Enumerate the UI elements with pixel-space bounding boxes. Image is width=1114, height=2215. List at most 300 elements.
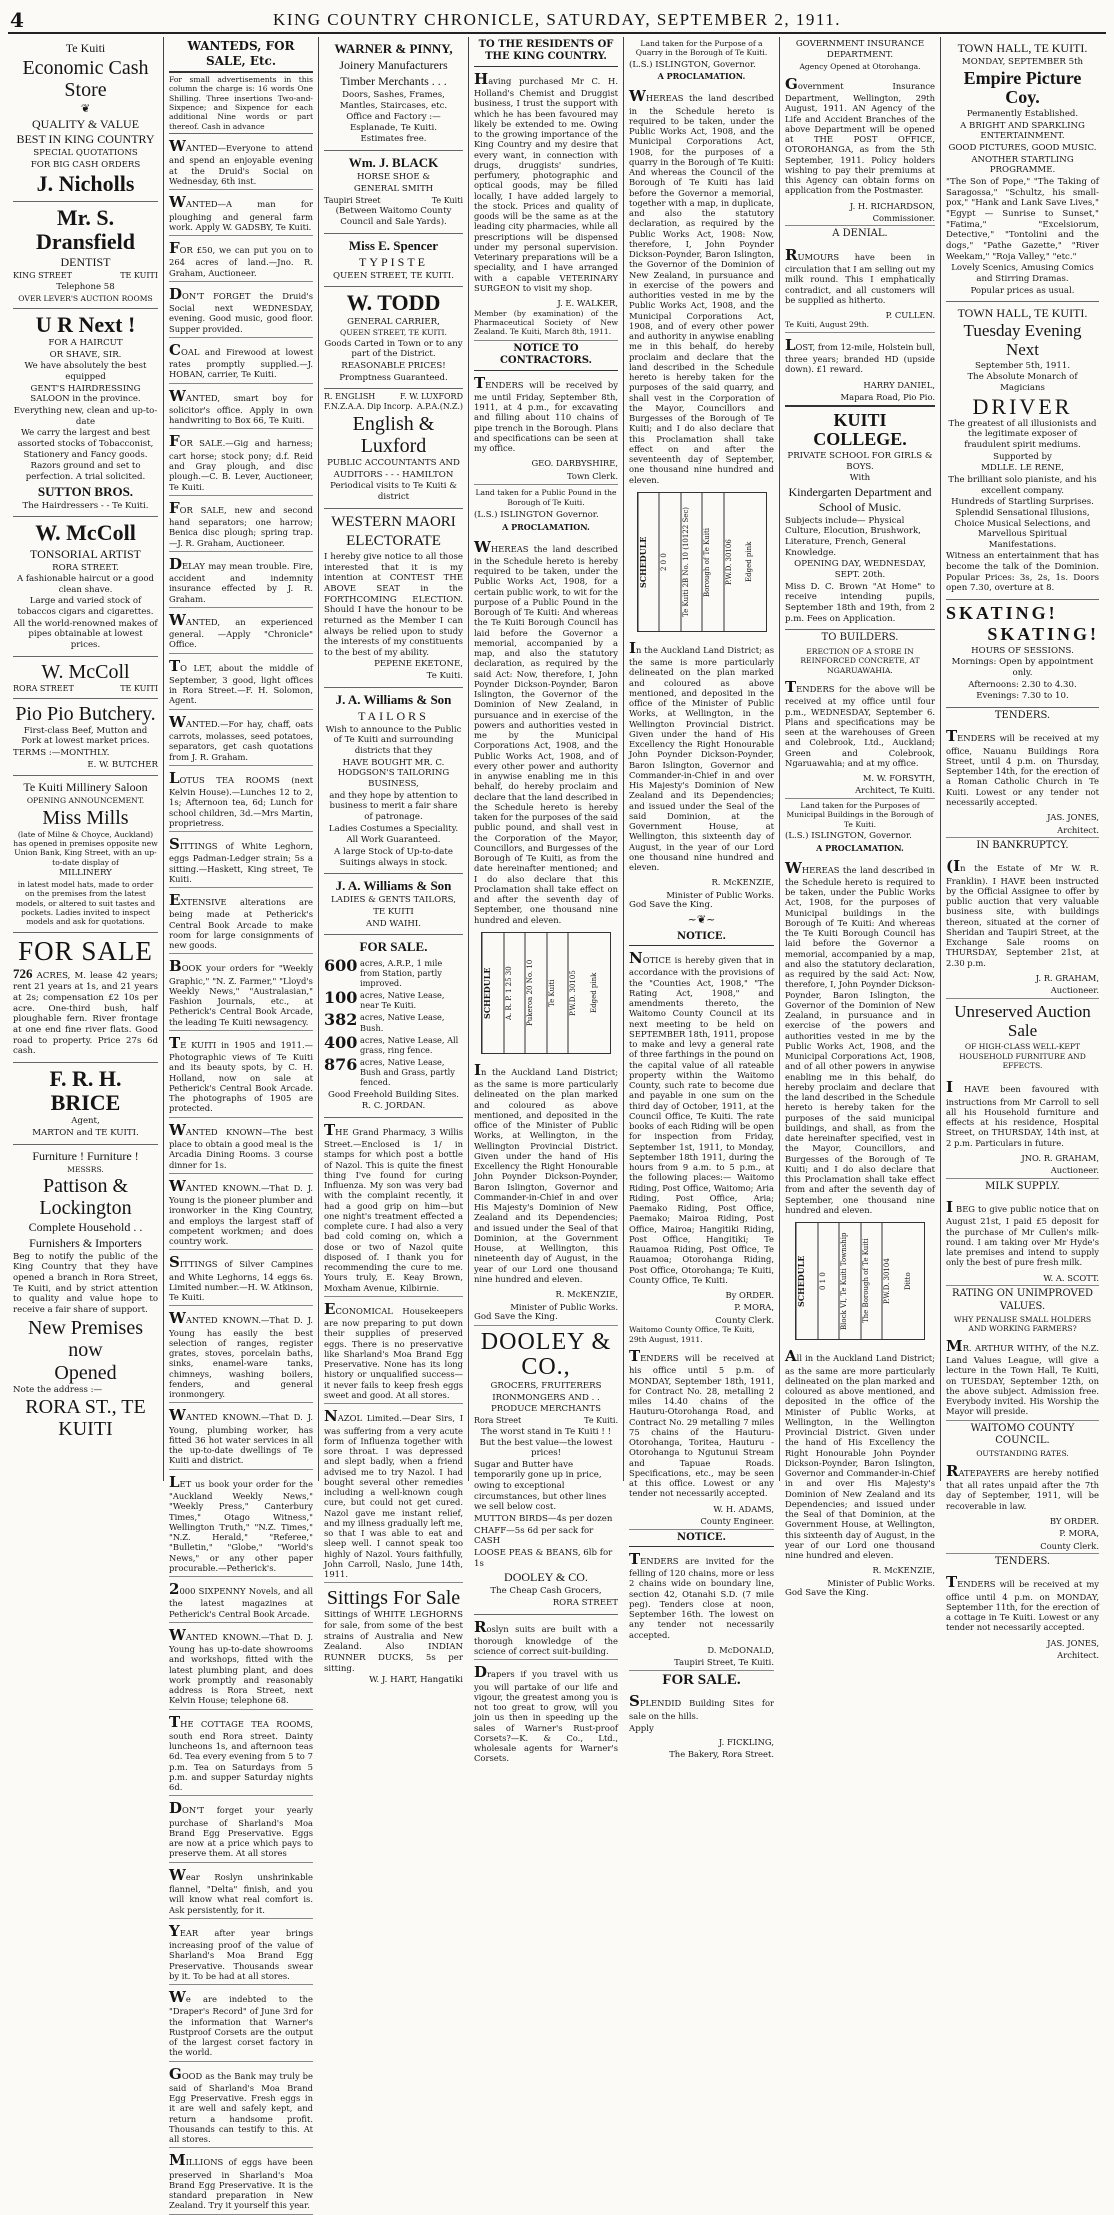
insurance-heading: GOVERNMENT INSURANCE DEPARTMENT. bbox=[795, 39, 925, 60]
dooley-address bbox=[474, 1416, 618, 1426]
milk-signature: W. A. SCOTT. bbox=[946, 1273, 1099, 1286]
pattison-line-2: Furnishers & Importers bbox=[29, 1235, 142, 1250]
classified-item: WANTED, smart boy for solicitor's office. Apply in own handwriting to Box 66, Te Kuiti. bbox=[169, 384, 313, 430]
bankruptcy-signature: J. R. GRAHAM, bbox=[1035, 972, 1099, 983]
land-item bbox=[324, 990, 463, 1010]
college-line-1: PRIVATE SCHOOL FOR GIRLS & BOYS. bbox=[787, 451, 933, 472]
williams-text-2: HAVE BOUGHT MR. C. HODGSON'S TAILORING BUSINESS, bbox=[337, 757, 450, 790]
quarry-schedule-plan: P.W.D. 30106 bbox=[724, 493, 746, 631]
land-item-acres: 400 bbox=[324, 1032, 358, 1052]
rating-heading-1: RATING ON UNIMPROVED VALUES. bbox=[951, 1288, 1094, 1312]
english-qualifications bbox=[324, 402, 463, 412]
waitomo-by-order: BY ORDER. bbox=[1049, 1515, 1099, 1526]
grand-pharmacy-notice: THE Grand Pharmacy, 3 Willis Street.—Enclosed is 1/ in stamps for which post a bottle of Nazol. This is quite the finest thing I've found for curing Influenza. My son was very bad with the complaint recently, it had a good grip on him—but one night's treatment effected a complete cure. I had also a very bad cold coming on, which a dose or two of Nazol quite disposed of. I thank you for recommending the cure to me. Yours truly, E. Keay Brown, Moxham Avenue, Kilbirnie. bbox=[324, 1118, 463, 1297]
english-partner-left: R. ENGLISH bbox=[324, 392, 376, 402]
warner-line-4: Office and Factory :—Esplanade, Te Kuiti. bbox=[346, 112, 441, 133]
western-maori-ad bbox=[324, 509, 463, 688]
premises-heading-2: Opened bbox=[54, 1361, 117, 1384]
dooley-line-4: The worst stand in Te Kuiti ! ! But the best value—the lowest prices! bbox=[479, 1426, 613, 1459]
todd-name: W. TODD bbox=[346, 290, 441, 316]
dooley-line-1: GROCERS, FRUITERERS bbox=[490, 1380, 602, 1391]
pound-body: WHEREAS the land described in the Schedule hereto is hereby required to be taken, under the Public Works Act, 1908, for a certain public work, to wit for the purpose of a Public Pound in the Borough of Te Kuiti: And whereas the Te Kuiti Borough Council has laid before the Governor a memorial, accompanied by a map, and also the statutory declaration, as required by the said Act: Now, therefore, I, John Poynder Dickson-Poynder, Baron Islington, the Governor of the Dominion of New Zealand, in pursuance and in exercise of the powers and authorities vested in me by the Municipal Corporations Act, 1908, and the Public Works Act, 1908, and of every other power and authority in anywise enabling me in this behalf, do hereby proclaim and declare that the land described in the Schedule hereto is hereby taken for the purposes of the said public pound, and shall vest in the Corporation of the Mayor, Councillors, and Burgesses of the Borough of Te Kuiti, as from the date hereinafter mentioned; and I do also declare that this Proclamation shall take effect on and after the seventh day of September, one thousand nine hundred and eleven. bbox=[474, 537, 618, 925]
municipal-schedule-title: SCHEDULE bbox=[796, 1223, 818, 1339]
builders-body: TENDERS for the above will be received at my office until four p.m., WEDNESDAY, September 6. Plans and specifications may be seen at the warehouses of Green and Colebrook, Ltd., Auckland; Green and Colebrook, Ngaruawahia; and at my office. bbox=[785, 678, 935, 768]
dentist-name: Mr. S. Dransfield bbox=[36, 204, 135, 254]
tuesday-date: September 5th, 1911. bbox=[974, 360, 1071, 371]
piopio-name: Pio Pio Butchery. bbox=[15, 702, 156, 725]
pound-signature: R. McKENZIE, bbox=[555, 1289, 618, 1300]
college-line-2: With bbox=[849, 473, 871, 484]
millinery-opening: OPENING ANNOUNCEMENT. bbox=[26, 796, 145, 806]
dentist-rooms: OVER LEVER'S AUCTION ROOMS bbox=[18, 293, 153, 303]
pound-schedule-situated: Te Kuiti bbox=[547, 933, 569, 1053]
tenders-7-heading: TENDERS. bbox=[994, 709, 1051, 721]
quarry-body: WHEREAS the land described in the Schedule hereto is required to be taken, under the Public Works Act, 1908, and the Municipal Corporations Act, 1908, for the purposes of a quarry in the Borough of Te Kuiti: And whereas the Council of the Borough of Te Kuiti has laid before the Governor a memorial, together with a map, in duplicate, and also the statutory declaration, as required by the Public Works Act, 1908: Now, therefore, I, John Poynder Dickson-Poynder, Baron Islington, the Governor of the Dominion of New Zealand, in pursuance and in exercise of the powers and authorities vested in me by the Public Works Act, 1908, and the Municipal Corporations Act, 1908, and of every other power and authority in anywise enabling me in this behalf, do hereby proclaim and declare that the land described in the Schedule hereto is hereby taken for the purposes of the said quarry, and shall vest in the Corporation of the Mayor, Councillors and Burgesses of the Borough of Te Kuiti; and I do also declare that this Proclamation shall take effect on and after the seventeenth day of September, one thousand nine hundred and eleven. bbox=[629, 87, 774, 485]
classified-item: MILLIONS of eggs have been preserved in Sharland's Moa Brand Egg Preservative. It is the standard preparation in New Zealand. Try it yourself this year. bbox=[169, 2148, 313, 2214]
dooley-line-5: Sugar and Butter have temporarily gone up in price, owing to exceptional circumstances, but other lines we sell below cost. bbox=[474, 1459, 607, 1513]
empire-line-5: Lovely Scenics, Amusing Comics and Stirring Dramas. bbox=[951, 263, 1094, 284]
land-item bbox=[324, 1057, 463, 1088]
rate-notice-heading: NOTICE. bbox=[629, 929, 774, 946]
store-special-2: FOR BIG CASH ORDERS bbox=[30, 159, 141, 170]
waitomo-heading: WAITOMO COUNTY COUNCIL. bbox=[970, 1422, 1075, 1446]
dooley-name: DOOLEY & CO., bbox=[480, 1328, 612, 1380]
pattison-line-1: Complete Household . . bbox=[28, 1219, 143, 1234]
quarry-signature-2: Minister of Public Works. bbox=[666, 889, 774, 900]
land-item-acres: 382 bbox=[324, 1010, 358, 1030]
warner-line-3: Doors, Sashes, Frames, Mantles, Staircases, etc. bbox=[339, 89, 448, 111]
skating-afternoons: Afternoons: 2.30 to 4.30. bbox=[968, 679, 1077, 690]
municipal-schedule-table bbox=[795, 1222, 925, 1340]
spencer-ad bbox=[324, 234, 463, 288]
quarry-proclamation: A PROCLAMATION. bbox=[657, 71, 746, 82]
driver-line-4: The brilliant solo pianiste, and his excellent company. bbox=[948, 474, 1097, 496]
denial-heading: A DENIAL. bbox=[832, 228, 888, 240]
residents-heading: TO THE RESIDENTS OF THE KING COUNTRY. bbox=[474, 37, 618, 67]
english-luxford-ad bbox=[324, 389, 463, 508]
bankruptcy-signature-2: Auctioneer. bbox=[946, 985, 1099, 998]
store-name-line-2: Economic Cash Store bbox=[22, 56, 149, 101]
classified-item: BOOK your orders for "Weekly Graphic," "N. Z. Farmer," "Lloyd's Weekly News," "Australasian," Fashion Journals, etc., at Petherick's Central Book Arcade, the leading Te Kuiti newsagency. bbox=[169, 954, 313, 1031]
land-footer: Good Freehold Building Sites. bbox=[327, 1089, 460, 1100]
rate-notice-body: NOTICE is hereby given that in accordance with the provisions of the "Counties Act, 1908," "The Rating Act, 1908," and amendments thereto, the Waitomo County Council at its next meeting to be held on SEPTEMBER 18th, 1911, propose to make and levy a general rate of three farthings in the pound on the capital value of all rateable property within the Waitomo County, such rate to become due and payable in one sum on the third day of October, 1911, at the Council Office, Te Kuiti. The rate books of each Riding will be open for inspection from Friday, September 1st, 1911, to Monday, September 18th 1911, during the hours from 9 a.m. to 5 p.m., at the following places:— Waitomo Riding, Post Office, Waitomo; Aria Riding, Post Office, Aria; Paemako Riding, Post Office, Paemako; Mairoa Riding, Post Office, Mairoa; Hangitiki Riding, Post Office, Hangitiki; Te Rauamoa Riding, Post Office, Te Rauamoa; Otorohanga Riding, Post Office, Otorohanga; Te Kuiti, County Office, Te Kuiti. bbox=[629, 948, 774, 1285]
williams-2-address: TE KUITI bbox=[373, 907, 414, 918]
dooley-town: Te Kuiti. bbox=[584, 1415, 618, 1425]
municipal-signature-2: Minister of Public Works. bbox=[827, 1577, 935, 1588]
pound-signature-2: Minister of Public Works. bbox=[510, 1301, 618, 1312]
classified-item: FOR SALE, new and second hand separators; one harrow; Benica disc plough; spring trap.—J. R. Graham, Auctioneer. bbox=[169, 496, 313, 552]
ornament-icon: ~❦~ bbox=[687, 912, 716, 926]
western-signature: PEPENE EKETONE, bbox=[374, 659, 463, 670]
municipal-heading: Land taken for the Purposes of Municipal Buildings in the Borough of Te Kuiti. bbox=[786, 800, 934, 829]
classified-item: LOTUS TEA ROOMS (next Kelvin House).—Lunches 12 to 2, 1s; Afternoon tea, 6d; Lunch for school children, 3d.—Mrs Martin, proprietress. bbox=[169, 766, 313, 832]
waitomo-signature-2: County Clerk. bbox=[946, 1541, 1099, 1554]
williams-title: TAILORS bbox=[358, 708, 429, 723]
warner-pinny-ad bbox=[324, 37, 463, 151]
unreserved-heading-1: Unreserved Auction bbox=[954, 1001, 1091, 1021]
millinery-ad bbox=[13, 776, 158, 933]
driver-line-5: Hundreds of Startling Surprises. Splendid Sensational Illusions, Choice Musical Selections, and Marvellous Spiritual Manifestations. bbox=[951, 497, 1094, 550]
forsale-acres-ad bbox=[13, 933, 158, 1063]
tenders-signature: W. H. ADAMS, bbox=[713, 1503, 774, 1514]
pound-schedule-plan: P.W.D. 30105 bbox=[568, 933, 590, 1053]
tenders-2-heading: TENDERS. bbox=[994, 1556, 1051, 1568]
economical-notice: ECONOMICAL Housekeepers are now preparing to put down their supplies of preserved eggs. There is no preservative like Sharland's Moa Brand Egg Preservative. None has its long history or unqualified success—it never fails to keep fresh eggs sweet and good. At all stores. bbox=[324, 1297, 463, 1404]
warner-line-1: Joinery Manufacturers bbox=[339, 58, 448, 73]
nicholls-name: J. Nicholls bbox=[36, 170, 135, 196]
milk-heading: MILK SUPPLY. bbox=[985, 1180, 1060, 1192]
column-7 bbox=[941, 37, 1104, 1661]
dooley-line-10: The Cheap Cash Grocers, bbox=[490, 1586, 602, 1597]
pound-tail: In the Auckland Land District; as the same is more particularly delineated on the plan marked and coloured as above mentioned, and deposited in the office of the Minister of Public Works, at Wellington, in the Wellington Provincial District. Given under the hand of His Excellency the Right Honourable John Poynder Dickson-Poynder, Baron Islington, Governor and Commander-in-Chief in and over His Majesty's Dominion of New Zealand and its Dependencies; and issued under the Seal of that Dominion, at the Government House, at Wellington, this nineteenth day of August, in the year of our Lord one thousand nine hundred and eleven. bbox=[474, 1060, 618, 1284]
rating-heading-2: WHY PENALISE SMALL HOLDERS AND WORKING FARMERS? bbox=[953, 1314, 1092, 1334]
insurance-signature: J. H. RICHARDSON, bbox=[849, 200, 935, 211]
dentist-title: DENTIST bbox=[60, 255, 111, 270]
unreserved-sub: OF HIGH-CLASS WELL-KEPT HOUSEHOLD FURNITURE AND EFFECTS. bbox=[959, 1042, 1086, 1070]
economic-cash-store-ad bbox=[13, 37, 158, 202]
classified-item: We are indebted to the "Draper's Record" of June 3rd for the information that Warner's Rustproof Corsets are the output of the largest corset factory in the world. bbox=[169, 1985, 313, 2062]
sutton-name: SUTTON BROS. bbox=[37, 483, 134, 499]
rating-body: MR. ARTHUR WITHY, of the N.Z. Land Values League, will give a lecture in the Town Hall, Te Kuiti, on TUESDAY, September 12th, on the above subject. Admission free. Everybody invited. His Worship the Mayor will preside. bbox=[946, 1334, 1099, 1421]
brice-ad bbox=[13, 1063, 158, 1145]
typiste-title: TYPISTE bbox=[359, 254, 428, 269]
todd-line-1: GENERAL CARRIER, bbox=[347, 316, 440, 327]
masthead: KING COUNTRY CHRONICLE, SATURDAY, SEPTEMBER 2, 1911. bbox=[273, 10, 841, 29]
store-tag-1: QUALITY & VALUE bbox=[31, 116, 140, 131]
pattison-name: Pattison & Lockington bbox=[39, 1174, 132, 1219]
skating-heading-2: SKATING! bbox=[987, 623, 1099, 644]
todd-carrier-ad bbox=[324, 287, 463, 389]
furniture-heading: Furniture ! Furniture ! bbox=[32, 1148, 139, 1163]
english-line-1: PUBLIC ACCOUNTANTS AND bbox=[327, 458, 460, 469]
municipal-god-save: God Save the King. bbox=[785, 1588, 869, 1599]
dooley-line-2: IRONMONGERS AND . . bbox=[492, 1392, 600, 1403]
empire-name: Empire Picture Coy. bbox=[963, 67, 1082, 108]
mccoll-2-name: W. McColl bbox=[41, 660, 130, 683]
dooley-line-9: DOOLEY & CO. bbox=[504, 1570, 588, 1585]
townhall-date: MONDAY, SEPTEMBER 5th bbox=[961, 56, 1084, 67]
driver-line-6: Witness an entertainment that has become the talk of the Dominion. Popular Prices: 3s, 2s, 1s. Doors open 7.30, overture at 8. bbox=[946, 551, 1099, 594]
empire-line-4: "The Son of Pope," "The Taking of Saragossa," "Schultz, his small-pox," "Hank and Lank Save Lives," "Egypt — Sunrise to Sunset," "Fatima," "Excelsiorum, Detective," "Tontolini and the dogs," "Pathe Gazette," "River Weekam," "Roja Valley," "etc." bbox=[946, 177, 1099, 262]
land-item bbox=[324, 1012, 463, 1032]
drapers-notice: Drapers if you travel with us you will partake of our life and vigour, the greatest among you is not too great to grow, will you join us then in speeding up the sales of Warner's Rust-proof Corsets?—K. & Co., Ltd., wholesale agents for Warner's Corsets. bbox=[474, 1663, 618, 1764]
sutton-sub: The Hairdressers - - Te Kuiti. bbox=[22, 500, 149, 511]
mills-text-1: (late of Milne & Choyce, Auckland) has opened in premises opposite new Union Bank, King Street, with an up-to-date display of bbox=[13, 829, 158, 867]
skating-heading-1: SKATING! bbox=[946, 603, 1058, 624]
empire-pictures-ad bbox=[946, 37, 1099, 302]
store-tag-2: BEST IN KING COUNTRY bbox=[16, 132, 155, 147]
classified-item: WANTED KNOWN.—That D. J. Young, plumbing worker, has fitted 36 hot water services in all the up-to-date dwellings of Te Kuiti and district. bbox=[169, 1403, 313, 1469]
column-6 bbox=[780, 37, 941, 1599]
driver-name: DRIVER bbox=[972, 393, 1073, 419]
classified-item: WANTED—A man for ploughing and general farm work. Apply W. GADSBY, Te Kuiti. bbox=[169, 190, 313, 236]
quarry-schedule-area: 2 0 0 bbox=[659, 493, 681, 631]
english-line-2: AUDITORS - - - HAMILTON bbox=[333, 469, 454, 480]
williams-text-6: A large Stock of Up-to-date Suitings always in stock. bbox=[334, 847, 453, 868]
todd-line-4: REASONABLE PRICES! bbox=[341, 360, 446, 371]
pound-schedule-block: Pukeroa 20 No. 10 bbox=[525, 933, 547, 1053]
dentist-town: TE KUITI bbox=[120, 271, 158, 280]
pattison-ad bbox=[13, 1145, 158, 1446]
mccoll-text-2: Large and varied stock of tobaccos cigars and cigarettes. bbox=[17, 596, 154, 618]
municipal-tail: All in the Auckland Land District; as the same are more particularly delineated on the plan marked and coloured as above mentioned, and deposited in the office of the Minister of Public Works, at Wellington, in the Wellington Provincial District. Given under the hand of His Excellency the Right Honourable John Poynder Dickson-Poynder, Baron Islington, Governor and Commander-in-Chief in and over His Majesty's Dominion of New Zealand and its Dependencies; and issued under the Seal of that Dominion, at the Government House, at Wellington, this sixteenth day of August, in the year of our Lord one thousand nine hundred and eleven. bbox=[785, 1347, 935, 1561]
quarry-heading: Land taken for the Purpose of a Quarry in the Borough of Te Kuiti. bbox=[635, 39, 768, 58]
rate-notice-signature: P. MORA, bbox=[734, 1302, 774, 1313]
mills-millinery: MILLINERY bbox=[59, 868, 112, 879]
urnext-heading: U R Next ! bbox=[35, 311, 136, 337]
mccoll-2-street: RORA STREET bbox=[13, 683, 74, 693]
williams-text-4: Ladies Costumes a Speciality. bbox=[328, 823, 459, 834]
classified-item: WANTED.—For hay, chaff, oats carrots, molasses, seed potatoes, separators, get cash quotations from J. R. Graham. bbox=[169, 710, 313, 766]
building-sites-signature: J. FICKLING, bbox=[718, 1736, 774, 1747]
piopio-terms: TERMS :—MONTHLY. bbox=[13, 747, 110, 758]
building-sites-apply: Apply bbox=[629, 1723, 654, 1734]
townhall-2-heading: TOWN HALL, TE KUITI. bbox=[957, 306, 1088, 321]
dentist-telephone: Telephone 58 bbox=[56, 281, 115, 292]
land-item-description: acres, Native Lease, near Te Kuiti. bbox=[360, 990, 445, 1011]
rate-notice-by-order: By ORDER. bbox=[725, 1290, 774, 1301]
lost-signature-2: Mapara Road, Pio Pio. bbox=[785, 392, 935, 406]
classified-item: SITTINGS of Silver Campines and White Leghorns, 14 eggs 6s. Limited number.—H. W. Atkinson, Te Kuiti. bbox=[169, 1250, 313, 1306]
tenders-7-body: TENDERS will be received at my office, Nauanu Buildings Rora Street, until 4 p.m. on Thursday, September 14th, for the erection of a Roman Catholic Church in Te Kuiti. Lowest or any tender not necessarily accepted. bbox=[946, 727, 1099, 807]
quarry-schedule-table bbox=[637, 492, 767, 632]
column-2 bbox=[164, 37, 319, 2211]
mills-text-3: in latest model hats, made to order on the premises from the latest models, or altered to suit tastes and pockets. Ladies invited to inspect models and ask for quotations. bbox=[15, 879, 156, 927]
dentist-address bbox=[13, 271, 158, 281]
skating-mornings: Mornings: Open by appointment only. bbox=[951, 657, 1094, 678]
insurance-sub: Agency Opened at Otorohanga. bbox=[799, 62, 921, 72]
empire-sub: Permanently Established. bbox=[966, 109, 1079, 120]
urnext-line-6: We carry the largest and best assorted stocks of Tobacconist, Stationery and Fancy goods. bbox=[17, 428, 154, 460]
classified-item: 2000 SIXPENNY Novels, and all the latest magazines at Petherick's Central Book Arcade. bbox=[169, 1577, 313, 1623]
forsale-heading: FOR SALE bbox=[18, 935, 153, 966]
builders-signature: M. W. FORSYTH, bbox=[862, 773, 935, 784]
english-partner-right: F. W. LUXFORD bbox=[399, 392, 463, 402]
bankruptcy-body: (In the Estate of Mr W. R. Franklin). I HAVE been instructed by the Official Assignee to offer by public auction that very valuable business site, with buildings thereon, situated at the corner of Sheridan and Taupiri Street, at the Exchange Sale rooms on THURSDAY, September 21st, at 2.30 p.m. bbox=[946, 857, 1099, 968]
municipal-ls: (L.S.) ISLINGTON, Governor. bbox=[785, 831, 912, 842]
urnext-line-5: Everything new, clean and up-to-date bbox=[13, 406, 158, 427]
classified-item: THE COTTAGE TEA ROOMS, south end Rora street. Dainty luncheons 1s, and afternoon teas 6d. Tea every evening from 5 to 7 p.m. Tea on Saturdays from 5 p.m. and supper Saturday nights 6d. bbox=[169, 1710, 313, 1797]
builders-heading: TO BUILDERS. bbox=[821, 632, 899, 644]
lost-body: LOST, from 12-mile, Holstein bull, three years; branded HD (upside down). £1 reward. bbox=[785, 335, 935, 375]
dentist-street: KING STREET bbox=[13, 271, 72, 280]
classified-item: WANTED—Everyone to attend and spend an enjoyable evening at the Druid's Social on Wednesday, 6th inst. bbox=[169, 134, 313, 190]
williams-2-name: J. A. Williams & Son bbox=[335, 878, 452, 894]
premises-address: RORA ST., TE KUITI bbox=[25, 1396, 146, 1441]
furniture-messrs: MESSRS. bbox=[67, 1164, 104, 1174]
quarry-schedule-title: SCHEDULE bbox=[638, 493, 660, 631]
land-item-acres: 100 bbox=[324, 988, 358, 1008]
lost-signature: HARRY DANIEL, bbox=[863, 379, 935, 390]
black-line-1: HORSE SHOE & bbox=[357, 172, 430, 183]
driver-line-3: MDLLE. LE RENE, bbox=[981, 463, 1064, 474]
urnext-line-4: GENT'S HAIRDRESSING SALOON in the province. bbox=[30, 383, 141, 405]
classified-item: YEAR after year brings increasing proof of the value of Sharland's Moa Brand Egg Preservative. Thousands swear by it. To be had at all stores. bbox=[169, 1919, 313, 1985]
wanteds-list bbox=[169, 134, 313, 2215]
townhall-heading: TOWN HALL, TE KUITI. bbox=[957, 41, 1088, 55]
pound-schedule-table bbox=[481, 932, 611, 1054]
building-sites-body: SPLENDID Building Sites for sale on the hills. bbox=[629, 1692, 774, 1721]
land-item bbox=[324, 1032, 463, 1055]
dooley-line-6: MUTTON BIRDS—4s per dozen bbox=[474, 1514, 613, 1525]
classified-item: LET us book your order for the "Auckland Weekly News," "Weekly Press," Canterbury Times," Otago Witness," Wellington Truth," "N.Z. Times," "N.Z. Herald," "Referee," "Bulletin," "Globe," "World's News," or any other paper procurable.—Petherick's. bbox=[169, 1470, 313, 1577]
mills-name: Miss Mills bbox=[42, 806, 129, 829]
wanteds-heading: WANTEDS, FOR SALE, Etc. bbox=[169, 37, 313, 73]
quarry-tail: In the Auckland Land District; as the same is more particularly delineated on the plan marked and coloured as above mentioned, and deposited in the office of the Minister of Public Works, at Wellington, in the Wellington Provincial District. Given under the hand of His Excellency the Right Honourable John Poynder Dickson-Poynder, Baron Islington, Governor and Commander-in-Chief in and over His Majesty's Dominion of New Zealand and its Dependencies; and issued under the Seal of the said Dominion, at the Government House, at Wellington, this sixteenth day of August, in the year of our Lord one thousand nine hundred and eleven. bbox=[629, 638, 774, 873]
williams-2-ad bbox=[324, 874, 463, 935]
municipal-schedule-colour: Ditto bbox=[903, 1272, 912, 1291]
pound-schedule-area: A. R. P. 1 25 30 bbox=[504, 933, 526, 1053]
column-4 bbox=[469, 37, 624, 1764]
tuesday-heading: Tuesday Evening Next bbox=[963, 321, 1082, 359]
pound-schedule-title: SCHEDULE bbox=[482, 933, 504, 1053]
classified-item: TE KUITI in 1905 and 1911.—Photographic views of Te Kuiti and its beauty spots, by C. H. Holland, now on sale at Petherick's Central Book Arcade. The photographs of 1905 are protected. bbox=[169, 1031, 313, 1118]
urnext-line-7: Razors ground and set to perfection. A trial solicited. bbox=[25, 461, 146, 483]
land-item-acres: 600 bbox=[324, 955, 358, 975]
skating-ad bbox=[946, 600, 1099, 708]
tenders-body: TENDERS will be received at his office until 5 p.m. of MONDAY, September 18th, 1911, for Contract No. 28, metalling 2 miles 14.40 chains of the Hauturu-Otorohanga Road, and Contract No. 29 metalling 7 miles 75 chains of the Hauturu-Otorohanga, Toritea, Hauturu - Otorohanga to Ngutunui Stream and Tapuae Roads. Specifications, etc., may be seen at this office. Lowest or any tender not necessarily accepted. bbox=[629, 1347, 774, 1499]
dooley-line-7: CHAFF—5s 6d per sack for CASH bbox=[474, 1525, 594, 1547]
contractors-heading: NOTICE TO CONTRACTORS. bbox=[474, 341, 618, 371]
sittings-heading: Sittings For Sale bbox=[326, 1587, 461, 1610]
denial-body: RUMOURS have been in circulation that I am selling out my milk round. This I emphatically contradict, and all customers will be supplied as hitherto. bbox=[785, 245, 935, 305]
unreserved-auction-ad bbox=[946, 999, 1099, 1076]
classified-item: COAL and Firewood at lowest rates promptly supplied.—J. HOBAN, carrier, Te Kuiti. bbox=[169, 338, 313, 384]
warner-line-2: Timber Merchants . . . bbox=[340, 73, 447, 88]
municipal-schedule-area: 0 1 0 bbox=[818, 1223, 840, 1339]
western-body: I hereby give notice to all those interested that it is my intention at CONTEST THE ABOVE SEAT in the FORTHCOMING ELECTION. Should I have the honour to be returned as the Member I can always be relied upon to study the interests of my constituents to the best of my ability. bbox=[324, 551, 463, 658]
black-address bbox=[324, 196, 463, 206]
columns bbox=[8, 37, 1106, 2211]
black-line-4: (Between Waitomo County Council and Sale Yards). bbox=[335, 206, 452, 228]
dooley-line-11: RORA STREET bbox=[552, 1597, 618, 1608]
dentist-ad bbox=[13, 202, 158, 309]
mccoll-name: W. McColl bbox=[35, 520, 136, 546]
classified-item: TO LET, about the middle of September, 3 good, light offices in Rora Street.—F. H. Solomon, Agent. bbox=[169, 654, 313, 710]
premises-note: Note the address :— bbox=[13, 1384, 103, 1395]
urnext-line-3: We have absolutely the best equipped bbox=[24, 361, 147, 383]
brice-location: MARTON and TE KUITI. bbox=[32, 1127, 139, 1138]
urnext-line-2: OR SHAVE, SIR. bbox=[49, 349, 122, 360]
sittings-ad bbox=[324, 1583, 463, 1691]
empire-line-6: Popular prices as usual. bbox=[970, 285, 1075, 296]
quarry-signature: R. McKENZIE, bbox=[711, 877, 774, 888]
store-name-line-1: Te Kuiti bbox=[65, 41, 106, 55]
empire-line-1: A BRIGHT AND SPARKLING ENTERTAINMENT. bbox=[960, 120, 1085, 142]
warner-name: WARNER & PINNY, bbox=[334, 41, 453, 56]
building-sites-heading: FOR SALE. bbox=[662, 1671, 741, 1688]
monarch-line: The Absolute Monarch of Magicians bbox=[967, 372, 1078, 393]
ornament-icon: ❦ bbox=[80, 101, 91, 115]
insurance-body: Government Insurance Department, Wellington, 29th August, 1911. AN Agency of the Life and Accident Branches of the above Department will be opened at THE POST OFFICE, OTOROHANGA, as from the 5th September, 1911. Policy holders wishing to pay their premiums at this Agency can obtain forms on application from the Postmaster. bbox=[785, 74, 935, 196]
waitomo-date: Waitomo County Office, Te Kuiti, 29th August, 1911. bbox=[629, 1325, 755, 1344]
residents-signature-2: Member (by examination) of the Pharmaceutical Society of New Zealand. Te Kuiti, March 8th, 1911. bbox=[474, 309, 618, 341]
building-sites-signature-2: The Bakery, Rora Street. bbox=[669, 1749, 774, 1759]
bankruptcy-heading: IN BANKRUPTCY. bbox=[976, 840, 1069, 851]
quarry-schedule-colour: Edged pink bbox=[745, 541, 753, 583]
land-signature: R. C. JORDAN. bbox=[361, 1101, 426, 1112]
classified-item: DON'T FORGET the Druid's Social next WEDNESDAY, evening. Good music, good floor. Supper provided. bbox=[169, 282, 313, 338]
college-line-6: Miss D. C. Brown "At Home" to receive intending pupils, September 18th and 19th, from 2 p.m. Fees on Application. bbox=[785, 581, 935, 624]
quarry-schedule-block: Te Kuiti 2B No. 10 (10122 Sec) bbox=[681, 493, 703, 631]
williams-text-5: All Work Guaranteed. bbox=[346, 835, 441, 846]
column-1 bbox=[8, 37, 164, 1481]
black-smith-ad bbox=[324, 151, 463, 234]
land-item-acres: 876 bbox=[324, 1055, 358, 1075]
driver-magician-ad bbox=[946, 302, 1099, 600]
roslyn-notice: Roslyn suits are built with a thorough knowledge of the science of correct suit-building. bbox=[474, 1615, 618, 1661]
mccoll-text-3: All the world-renowned makes of pipes obtainable at lowest prices. bbox=[13, 618, 158, 651]
classified-item: WANTED KNOWN.—That D. J. Young is the pioneer plumber and ironworker in the King Country, and employs the largest staff of competent workmen; and does country work. bbox=[169, 1174, 313, 1251]
williams-tailors-ad bbox=[324, 688, 463, 875]
municipal-schedule-section: Block VI, Te Kuiti Township bbox=[839, 1223, 861, 1339]
driver-line-1: The greatest of all illusionists and the legitimate exposer of fraudulent spirit mediums. bbox=[948, 418, 1097, 450]
builders-sub: ERECTION OF A STORE IN REINFORCED CONCRETE, AT NGARUAWAHIA. bbox=[800, 646, 920, 675]
nazol-notice: NAZOL Limited.—Dear Sirs, I was suffering from a very acute form of Influenza together with sore throat. I was depressed and slept badly, when a friend advised me to try Nazol. I had bought several other remedies including a well-known cough cure, but could not get cured. Nazol gave me instant relief, and my illness gradually left me, so that I was able to eat and sleep well. I cannot speak too highly of Nazol. Yours faithfully, John Carroll, Naslo, June 14th, 1911. bbox=[324, 1404, 463, 1583]
jordan-forsale-ad bbox=[324, 935, 463, 1117]
classified-item: WANTED KNOWN.—That D. J. Young has up-to-date showrooms and workshops, fitted with the latest plumbing plant, and does work promptly and reasonably address is Rora Street, next Kelvin House; telephone 68. bbox=[169, 1623, 313, 1710]
insurance-signature-2: Commissioner. bbox=[785, 213, 935, 226]
contractors-body: TENDERS will be received by me until Friday, September 8th, 1911, at 4 p.m., for excavating and filling about 110 chains of pipe trench in the Borough. Plans and specifications can be seen at my office. bbox=[474, 373, 618, 454]
mccoll-tonsorial-ad bbox=[13, 517, 158, 656]
empire-line-2: GOOD PICTURES, GOOD MUSIC. bbox=[948, 143, 1097, 154]
western-heading-2: ELECTORATE bbox=[346, 533, 441, 550]
sittings-signature: W. J. HART, Hangatiki bbox=[369, 1675, 463, 1686]
builders-signature-2: Architect, Te Kuiti. bbox=[785, 785, 935, 798]
mccoll-title: TONSORIAL ARTIST bbox=[30, 546, 141, 561]
english-partners bbox=[324, 392, 463, 402]
pound-heading: Land taken for a Public Pound in the Borough of Te Kuiti. bbox=[475, 488, 617, 507]
williams-2-address-2: AND WAIHI. bbox=[366, 918, 421, 929]
typiste-address: QUEEN STREET, TE KUITI. bbox=[333, 270, 454, 281]
municipal-schedule-plan: P.W.D. 30104 bbox=[882, 1223, 904, 1339]
forsale-acres: 726 bbox=[13, 966, 33, 982]
felling-notice-signature-2: Taupiri Street, Te Kuiti. bbox=[629, 1657, 774, 1670]
warner-line-5: Estimates free. bbox=[360, 134, 427, 145]
pound-ls: (L.S.) ISLINGTON Governor. bbox=[474, 509, 599, 520]
hairdresser-ad bbox=[13, 309, 158, 517]
sittings-body: Sittings of WHITE LEGHORNS for sale, from some of the best strains of Australia and New Zealand. Also INDIAN RUNNER DUCKS, 5s per sitting. bbox=[324, 1610, 463, 1674]
college-name: KUITI COLLEGE. bbox=[813, 409, 907, 450]
page-header bbox=[8, 8, 1106, 34]
rate-notice-signature-2: County Clerk. bbox=[715, 1314, 774, 1325]
classified-item: Wear Roslyn unshrinkable flannel, "Delta" finish, and you will know what real comfort is. Ask persistently, for it. bbox=[169, 1863, 313, 1919]
mccoll-short-ad bbox=[13, 657, 158, 699]
premises-heading-1: New Premises now bbox=[28, 1316, 143, 1361]
classified-item: DELAY may mean trouble. Fire, accident and indemnity insurance effected by J. R. Graham. bbox=[169, 552, 313, 608]
forsale-text bbox=[13, 966, 158, 1057]
college-line-3: Kindergarten Department and School of Music. bbox=[788, 485, 932, 514]
land-item-description: acres, A.R.P., 1 mile from Station, partly improved. bbox=[360, 957, 443, 988]
williams-name: J. A. Williams & Son bbox=[335, 691, 452, 707]
empire-line-3: ANOTHER STARTLING PROGRAMME. bbox=[971, 154, 1074, 176]
classified-item: FOR £50, we can put you on to 264 acres of land.—Jno. R. Graham, Auctioneer. bbox=[169, 236, 313, 282]
land-item-description: acres, Native Lease, Bush and Grass, partly fenced. bbox=[360, 1057, 455, 1088]
quarry-schedule-situated: Borough of Te Kuiti bbox=[702, 493, 724, 631]
felling-notice-body: TENDERS are invited for the felling of 120 chains, more or less 2 chains wide on boundary line, section 42, Otanahi S.D. (7 mile peg). Tenders close at noon, September 16th. The lowest on any tender not necessarily accepted. bbox=[629, 1549, 774, 1640]
pound-god-save: God Save the King. bbox=[474, 1312, 618, 1326]
classified-item: SITTINGS of White Leghorn, eggs Padman-Ledger strain; 5s a sitting.—Haskett, King street, Te Kuiti. bbox=[169, 832, 313, 888]
store-special-1: SPECIAL QUOTATIONS bbox=[33, 148, 138, 159]
college-line-4: Subjects include— Physical Culture, Elocution, Brushwork, Literature, French, General Knowledge. bbox=[785, 515, 921, 558]
dooley-ad bbox=[474, 1326, 618, 1615]
brice-agent: Agent, bbox=[71, 1116, 100, 1127]
felling-notice-heading: NOTICE. bbox=[629, 1530, 774, 1547]
pound-schedule-colour: Edged pink bbox=[589, 972, 598, 1014]
classified-item: WANTED, an experienced general. —Apply "Chronicle" Office. bbox=[169, 608, 313, 654]
black-name: Wm. J. BLACK bbox=[348, 155, 439, 171]
todd-line-2: QUEEN STREET, TE KUITI. bbox=[340, 328, 447, 338]
